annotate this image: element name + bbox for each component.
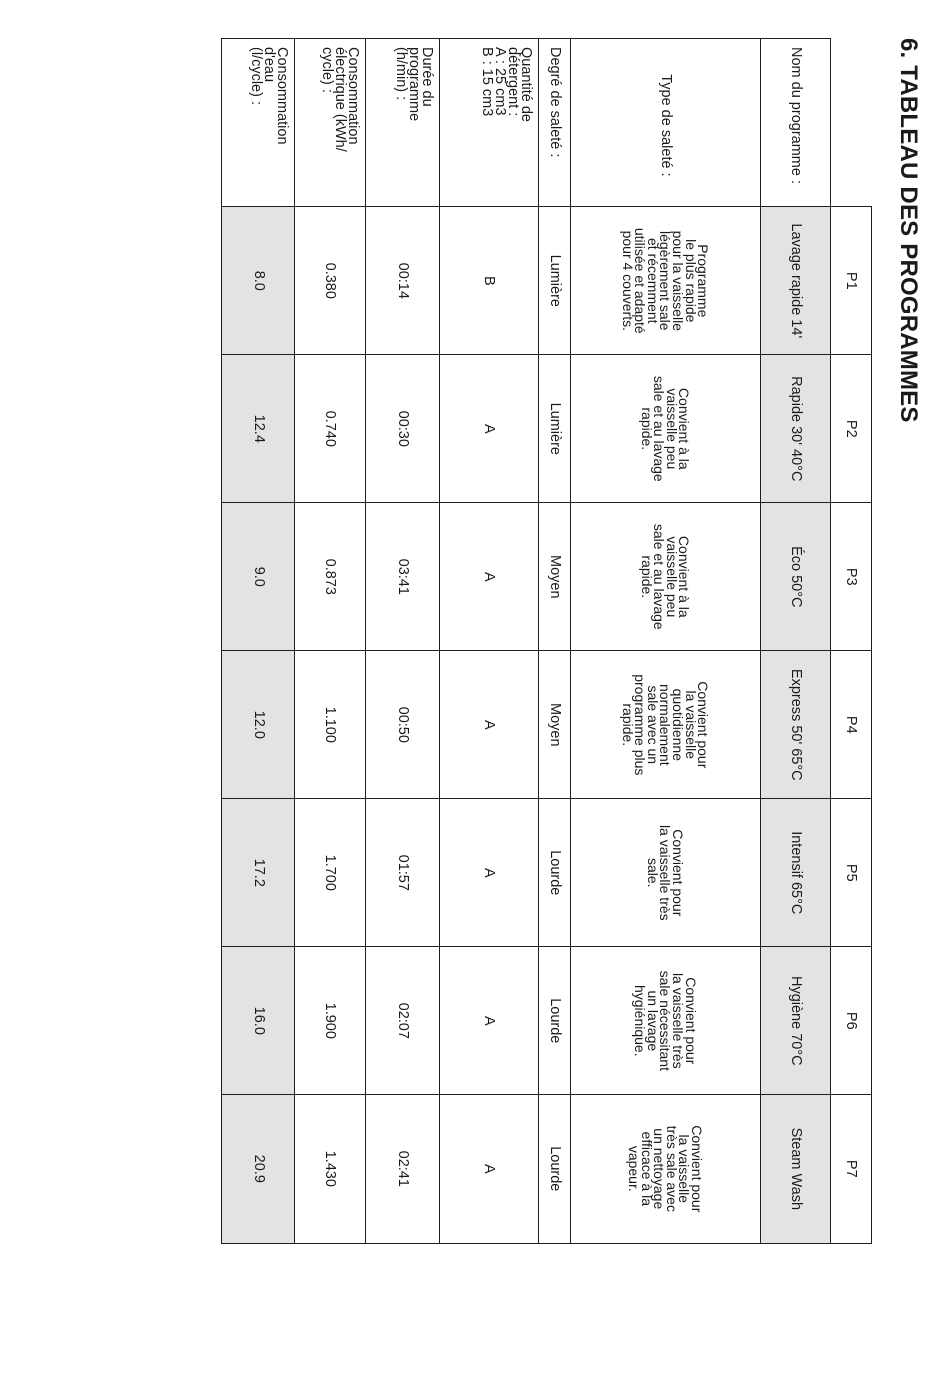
cell-energy-p1: 0.380 (293, 206, 366, 356)
cell-programme-name-p4: Express 50' 65°C (759, 650, 831, 800)
cell-water-p4: 12.0 (221, 650, 295, 800)
cell-detergent-qty-p2: A (438, 354, 539, 504)
row-label-detergent-qty: Quantité de détergent : A : 25 cm3 B : 15 cm3 (438, 38, 539, 208)
cell-soil-type-p5: Convient pour la vaisselle très sale. (569, 798, 761, 948)
header-p1: P1 (829, 206, 872, 356)
cell-soil-degree-p1: Lumière (537, 206, 571, 356)
cell-soil-degree-p2: Lumière (537, 354, 571, 504)
cell-detergent-qty-p5: A (438, 798, 539, 948)
cell-soil-type-p3: Convient à la vaisselle peu sale et au lavage rapide. (569, 502, 761, 652)
cell-detergent-qty-p1: B (438, 206, 539, 356)
cell-water-p7: 20.9 (221, 1094, 295, 1244)
header-p6: P6 (829, 946, 872, 1096)
cell-soil-type-p2: Convient à la vaisselle peu sale et au lavage rapide. (569, 354, 761, 504)
cell-energy-p7: 1.430 (293, 1094, 366, 1244)
cell-detergent-qty-p6: A (438, 946, 539, 1096)
cell-duration-p4: 00:50 (364, 650, 440, 800)
cell-water-p1: 8.0 (221, 206, 295, 356)
cell-duration-p5: 01:57 (364, 798, 440, 948)
cell-energy-p5: 1.700 (293, 798, 366, 948)
cell-energy-p4: 1.100 (293, 650, 366, 800)
cell-soil-degree-p5: Lourde (537, 798, 571, 948)
cell-soil-degree-p7: Lourde (537, 1094, 571, 1244)
row-label-programme-name: Nom du programme : (759, 38, 831, 208)
row-label-soil-type: Type de saleté : (569, 38, 761, 208)
cell-programme-name-p5: Intensif 65°C (759, 798, 831, 948)
row-label-energy: Consommation électrique (kWh/ cycle) : (293, 38, 366, 208)
cell-soil-type-p4: Convient pour la vaisselle quotidienne normalement sale avec un programme plus rapide. (569, 650, 761, 800)
cell-soil-degree-p4: Moyen (537, 650, 571, 800)
row-label-water: Consommation d'eau (l/cycle) : (221, 38, 295, 208)
header-p3: P3 (829, 502, 872, 652)
row-label-duration: Durée du programme (h/min) : (364, 38, 440, 208)
cell-energy-p2: 0.740 (293, 354, 366, 504)
page-title: 6. TABLEAU DES PROGRAMMES (895, 38, 922, 423)
header-p5: P5 (829, 798, 872, 948)
row-label-soil-degree: Degré de saleté : (537, 38, 571, 208)
cell-energy-p3: 0.873 (293, 502, 366, 652)
cell-detergent-qty-p3: A (438, 502, 539, 652)
cell-duration-p6: 02:07 (364, 946, 440, 1096)
cell-energy-p6: 1.900 (293, 946, 366, 1096)
cell-programme-name-p1: Lavage rapide 14' (759, 206, 831, 356)
cell-detergent-qty-p4: A (438, 650, 539, 800)
cell-soil-type-p7: Convient pour la vaisselle très sale avec un nettoyage efficace à la vapeur. (569, 1094, 761, 1244)
cell-programme-name-p7: Steam Wash (759, 1094, 831, 1244)
cell-programme-name-p6: Hygiène 70°C (759, 946, 831, 1096)
cell-duration-p2: 00:30 (364, 354, 440, 504)
cell-water-p6: 16.0 (221, 946, 295, 1096)
cell-duration-p7: 02:41 (364, 1094, 440, 1244)
cell-water-p3: 9.0 (221, 502, 295, 652)
cell-detergent-qty-p7: A (438, 1094, 539, 1244)
cell-duration-p3: 03:41 (364, 502, 440, 652)
cell-water-p5: 17.2 (221, 798, 295, 948)
cell-soil-degree-p3: Moyen (537, 502, 571, 652)
cell-soil-type-p6: Convient pour la vaisselle très sale nécessitant un lavage hygiénique. (569, 946, 761, 1096)
header-p7: P7 (829, 1094, 872, 1244)
cell-programme-name-p2: Rapide 30' 40°C (759, 354, 831, 504)
header-p4: P4 (829, 650, 872, 800)
cell-soil-degree-p6: Lourde (537, 946, 571, 1096)
cell-duration-p1: 00:14 (364, 206, 440, 356)
header-p2: P2 (829, 354, 872, 504)
cell-water-p2: 12.4 (221, 354, 295, 504)
cell-programme-name-p3: Éco 50°C (759, 502, 831, 652)
cell-soil-type-p1: Programme le plus rapide pour la vaisselle légèrement sale et récemment utilisée et adapté pour 4 couverts. (569, 206, 761, 356)
